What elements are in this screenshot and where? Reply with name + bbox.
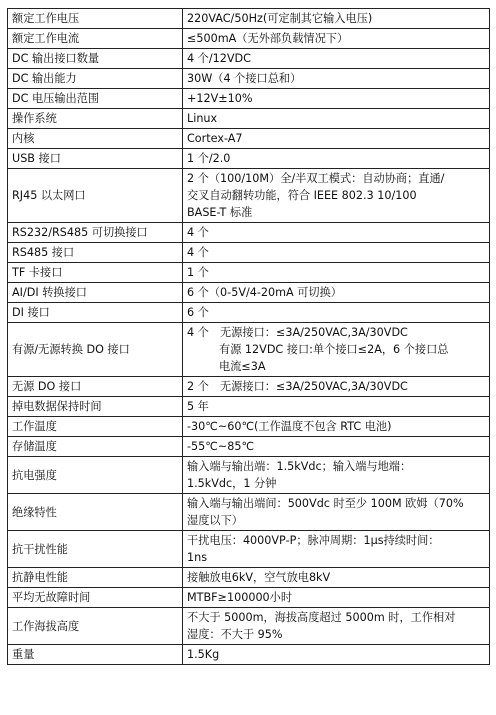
spec-value-line: 电流≤3A (219, 360, 266, 373)
spec-value-line: 不大于 5000m，海拔高度超过 5000m 时，工作相对 (187, 611, 456, 624)
spec-value (183, 417, 490, 437)
spec-value-line: 5 年 (187, 400, 209, 413)
spec-value-line: 220VAC/50Hz(可定制其它输入电压) (187, 12, 373, 25)
spec-row (8, 457, 490, 494)
spec-row (8, 397, 490, 417)
spec-value (183, 645, 490, 665)
spec-row (8, 303, 490, 323)
spec-label: 掉电数据保持时间 (8, 397, 183, 417)
spec-label: 抗静电性能 (8, 568, 183, 588)
spec-row (8, 169, 490, 223)
spec-value (183, 243, 490, 263)
spec-row (8, 9, 490, 29)
spec-value (183, 29, 490, 49)
spec-label: USB 接口 (8, 149, 183, 169)
spec-value-line: Cortex-A7 (187, 132, 243, 145)
spec-value (183, 109, 490, 129)
spec-row (8, 494, 490, 531)
spec-label: 工作温度 (8, 417, 183, 437)
spec-value (183, 69, 490, 89)
spec-value-line: 输入端与输出端间：500Vdc 时至少 100M 欧姆（70% (187, 497, 464, 510)
spec-value (183, 9, 490, 29)
spec-label: 抗干扰性能 (8, 531, 183, 568)
spec-value (183, 223, 490, 243)
spec-value-line: -55℃~85℃ (187, 440, 255, 453)
spec-row (8, 89, 490, 109)
spec-value (183, 377, 490, 397)
spec-value (183, 169, 490, 223)
spec-row (8, 437, 490, 457)
spec-row (8, 29, 490, 49)
spec-value-line: 6 个 (187, 306, 209, 319)
spec-value-line: +12V±10% (187, 92, 253, 105)
spec-value-line: 2 个 无源接口：≤3A/250VAC,3A/30VDC (187, 380, 408, 393)
spec-label: DI 接口 (8, 303, 183, 323)
spec-row (8, 283, 490, 303)
spec-label: 额定工作电压 (8, 9, 183, 29)
spec-row (8, 568, 490, 588)
spec-label: TF 卡接口 (8, 263, 183, 283)
spec-row (8, 223, 490, 243)
spec-value-line: 30W（4 个接口总和） (187, 72, 302, 85)
spec-row (8, 129, 490, 149)
spec-value-line: Linux (187, 112, 218, 125)
spec-value (183, 588, 490, 608)
spec-value-line: BASE-T 标准 (187, 206, 253, 219)
spec-value-line: 2 个（100/10M）全/半双工模式：自动协商；直通/ (187, 172, 445, 185)
spec-table-body (8, 9, 490, 665)
spec-label: RJ45 以太网口 (8, 169, 183, 223)
spec-row (8, 608, 490, 645)
spec-value-line: 4 个 (187, 226, 209, 239)
spec-label: 内核 (8, 129, 183, 149)
spec-value-line: ≤500mA（无外部负载情况下） (187, 32, 349, 45)
spec-row (8, 588, 490, 608)
spec-row (8, 263, 490, 283)
spec-label: 平均无故障时间 (8, 588, 183, 608)
spec-value-line: 1ns (187, 551, 208, 564)
spec-value-line: 干扰电压：4000VP-P；脉冲周期：1μs持续时间： (187, 534, 440, 547)
spec-row (8, 377, 490, 397)
spec-value (183, 263, 490, 283)
spec-table (7, 8, 490, 665)
spec-value-line: MTBF≥100000小时 (187, 591, 293, 604)
spec-value (183, 49, 490, 69)
spec-value (183, 437, 490, 457)
spec-value (183, 303, 490, 323)
spec-value (183, 457, 490, 494)
spec-label: RS232/RS485 可切换接口 (8, 223, 183, 243)
spec-value-line: 1.5kVdc，1 分钟 (187, 477, 277, 490)
spec-label: 绝缘特性 (8, 494, 183, 531)
spec-label: DC 输出接口数量 (8, 49, 183, 69)
spec-value-line: 湿度：不大于 95% (187, 628, 283, 641)
spec-value-line: 1.5Kg (187, 648, 220, 661)
spec-row (8, 323, 490, 377)
spec-label: 无源 DO 接口 (8, 377, 183, 397)
spec-value-line: 4 个/12VDC (187, 52, 251, 65)
spec-label: 额定工作电流 (8, 29, 183, 49)
spec-value (183, 397, 490, 417)
spec-value-line: 交叉自动翻转功能，符合 IEEE 802.3 10/100 (187, 189, 417, 202)
spec-row (8, 417, 490, 437)
spec-value (183, 323, 490, 377)
spec-value (183, 568, 490, 588)
spec-value-line: 湿度以下） (187, 514, 243, 527)
spec-value (183, 608, 490, 645)
spec-value (183, 283, 490, 303)
spec-label: 有源/无源转换 DO 接口 (8, 323, 183, 377)
spec-value-line: 输入端与输出端：1.5kVdc；输入端与地端： (187, 460, 412, 473)
spec-value-line: 6 个（0-5V/4-20mA 可切换） (187, 286, 342, 299)
spec-value (183, 531, 490, 568)
spec-label: 操作系统 (8, 109, 183, 129)
spec-value-line: 1 个/2.0 (187, 152, 231, 165)
spec-value-line: 4 个 无源接口：≤3A/250VAC,3A/30VDC (187, 326, 408, 339)
spec-label: 抗电强度 (8, 457, 183, 494)
spec-value-line: 接触放电6kV，空气放电8kV (187, 571, 331, 584)
spec-label: AI/DI 转换接口 (8, 283, 183, 303)
spec-label: RS485 接口 (8, 243, 183, 263)
spec-row (8, 49, 490, 69)
spec-row (8, 149, 490, 169)
spec-label: 存储温度 (8, 437, 183, 457)
spec-value-line: 有源 12VDC 接口:单个接口≤2A，6 个接口总 (219, 343, 449, 356)
spec-value-line: -30℃~60℃(工作温度不包含 RTC 电池) (187, 420, 392, 433)
spec-value (183, 89, 490, 109)
spec-value-line: 1 个 (187, 266, 209, 279)
spec-label: 重量 (8, 645, 183, 665)
spec-row (8, 69, 490, 89)
spec-value (183, 129, 490, 149)
spec-value (183, 149, 490, 169)
spec-row (8, 645, 490, 665)
spec-label: DC 电压输出范围 (8, 89, 183, 109)
spec-row (8, 243, 490, 263)
spec-row (8, 109, 490, 129)
spec-label: DC 输出能力 (8, 69, 183, 89)
spec-value (183, 494, 490, 531)
spec-row (8, 531, 490, 568)
spec-label: 工作海拔高度 (8, 608, 183, 645)
spec-value-line: 4 个 (187, 246, 209, 259)
